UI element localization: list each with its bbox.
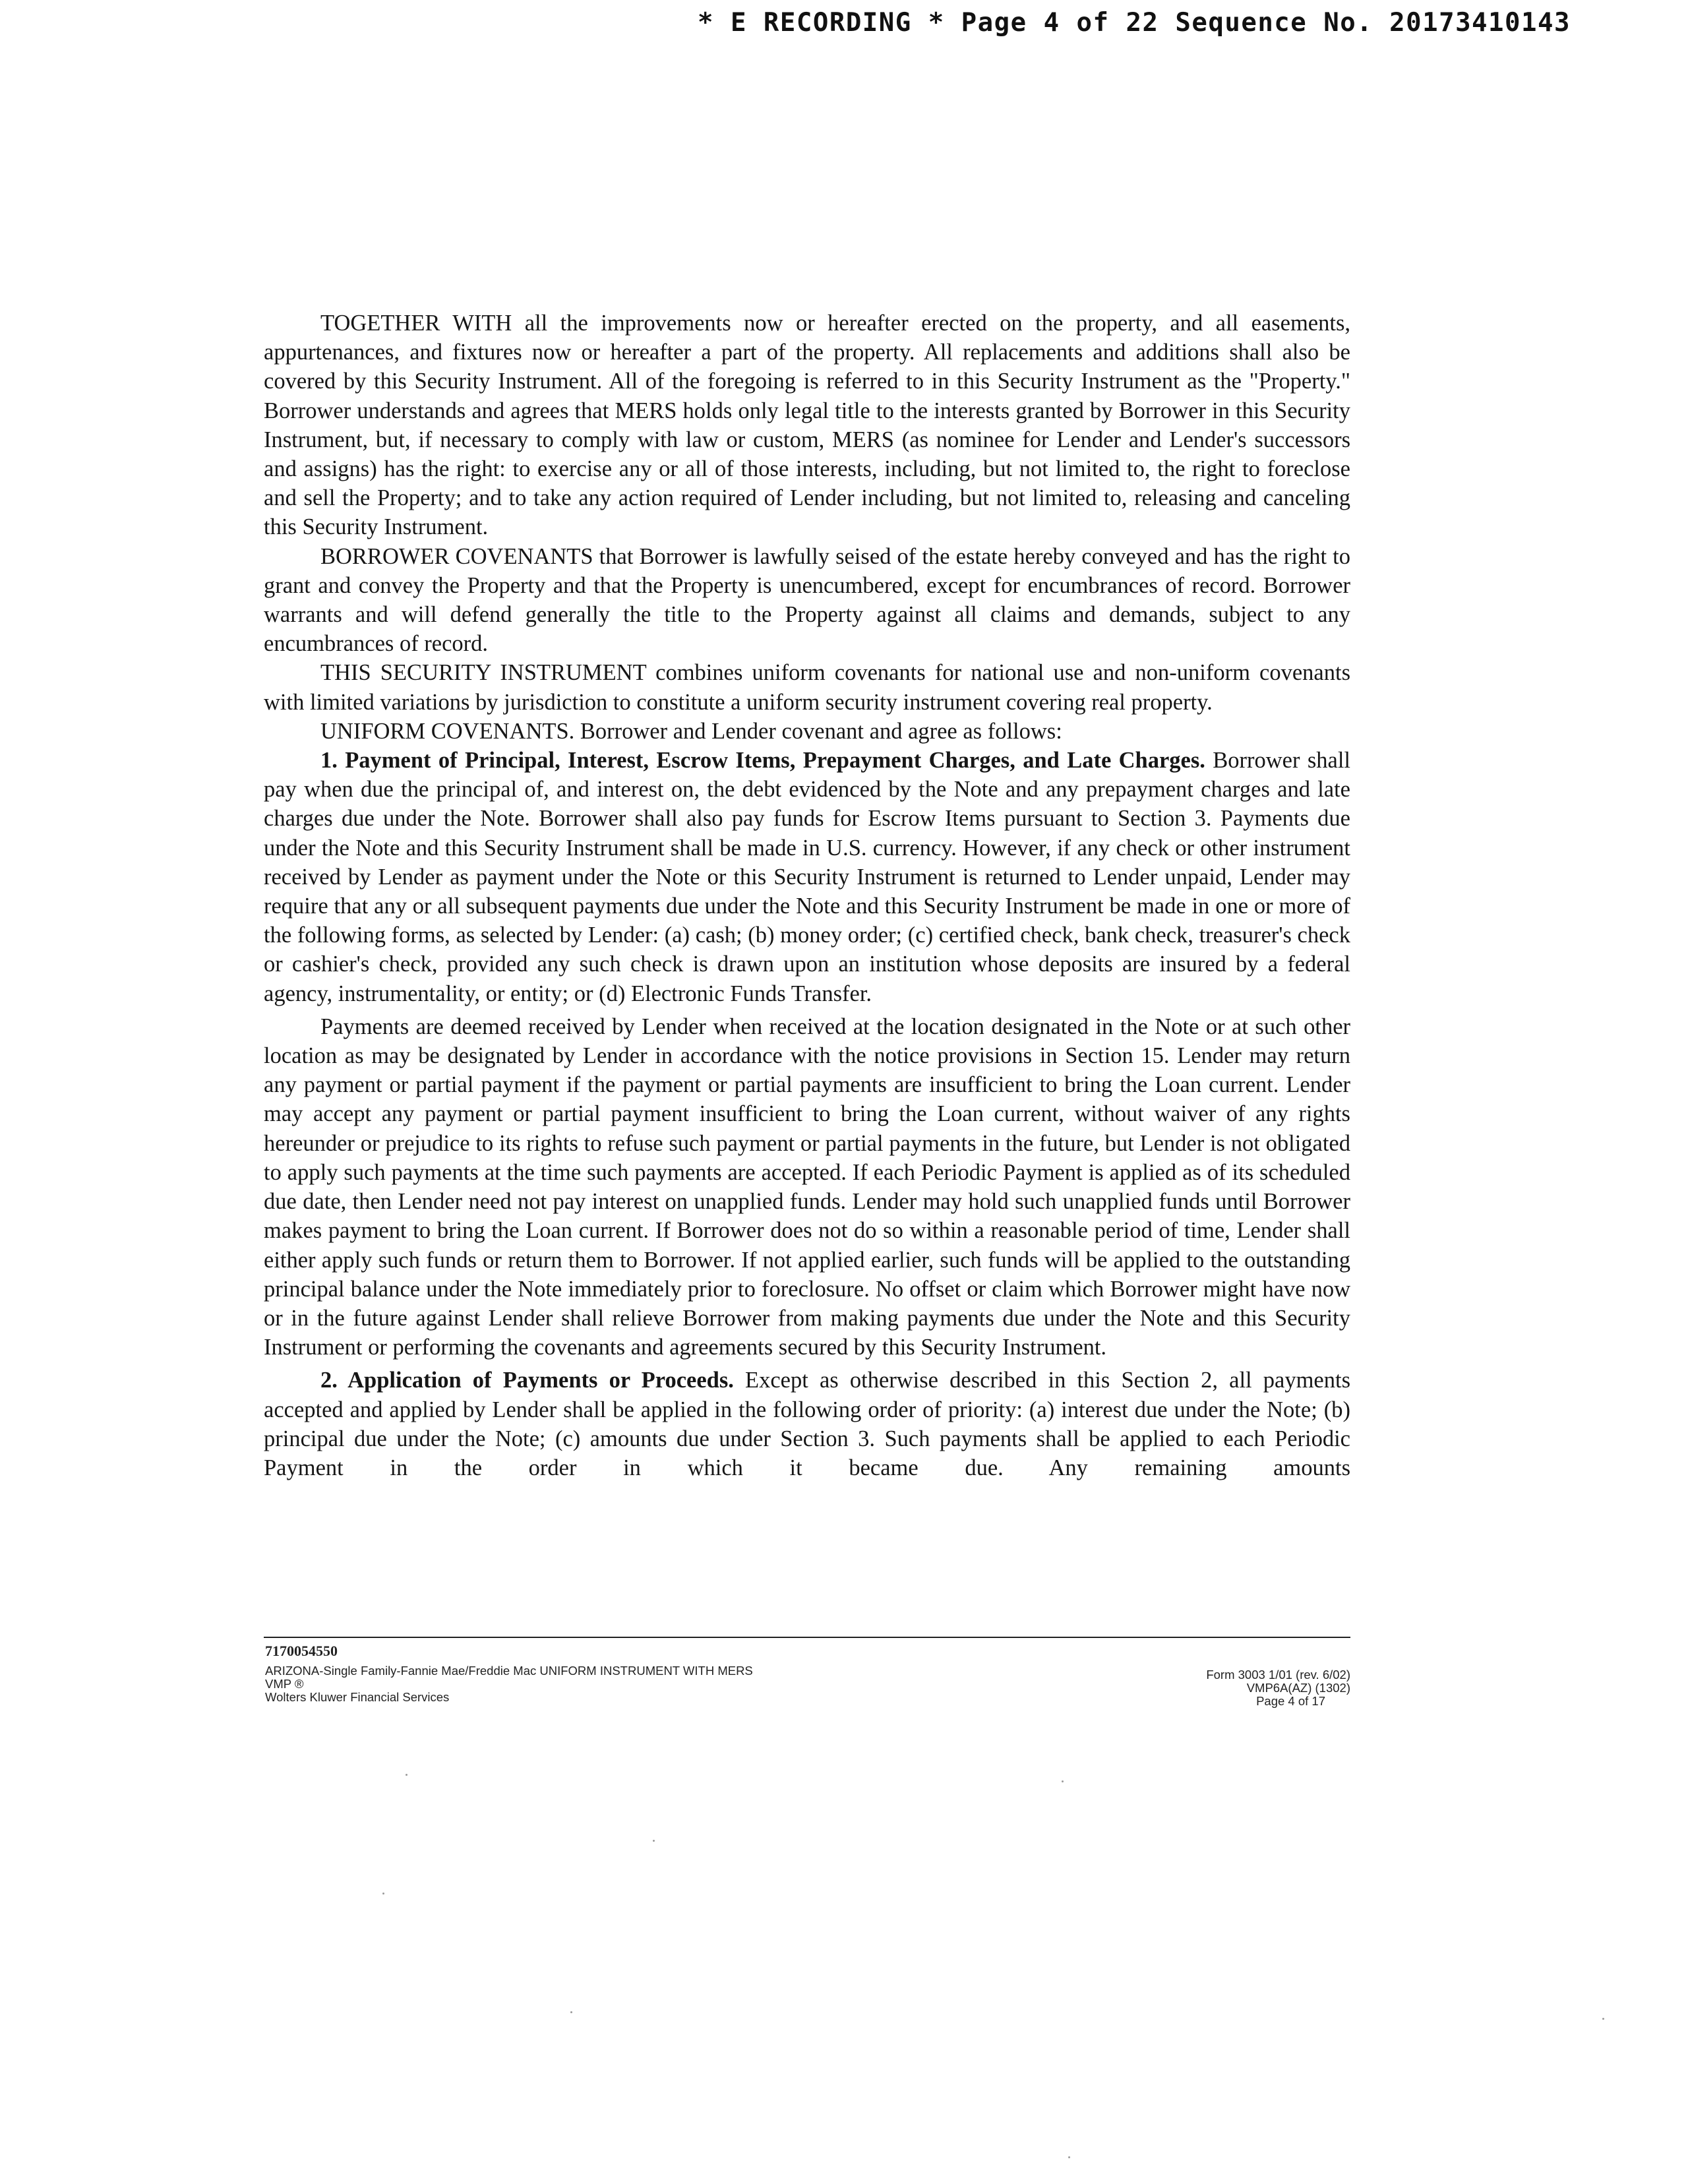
section-2-heading: 2. Application of Payments or Proceeds. <box>320 1368 734 1393</box>
publisher: Wolters Kluwer Financial Services <box>265 1690 450 1704</box>
paragraph-borrower-covenants: BORROWER COVENANTS that Borrower is lawfully seised of the estate hereby conveyed and has the right to grant and convey the Property and that the Property is unencumbered, except for encumbrances of record. Borrower warrants and will defend generally the title to the Property against all claims and demands, subject to any encumbrances of record. <box>264 543 1350 657</box>
paragraph-payments-deemed: Payments are deemed received by Lender when received at the location designated in the Note or at such other location as may be designated by Lender in accordance with the notice provisions in Section 15. Lender may return any payment or partial payment if the payment or partial payments are insufficient to bring the Loan current. Lender may accept any payment or partial payment insufficient to bring the Loan current, without waiver of any rights hereunder or prejudice to its rights to refuse such payment or partial payments in the future, but Lender is not obligated to apply such payments at the time such payments are accepted. If each Periodic Payment is applied as of its scheduled due date, then Lender need not pay interest on unapplied funds. Lender may hold such unapplied funds until Borrower makes payment to bring the Loan current. If Borrower does not do so within a reasonable period of time, Lender shall either apply such funds or return them to Borrower. If not applied earlier, such funds will be applied to the outstanding principal balance under the Note immediately prior to foreclosure. No offset or claim which Borrower might have now or in the future against Lender shall relieve Borrower from making payments due under the Note and this Security Instrument or performing the covenants and agreements secured by this Security Instrument. <box>264 1014 1350 1360</box>
form-number: Form 3003 1/01 (rev. 6/02) <box>1206 1668 1350 1682</box>
paragraph-together-with: TOGETHER WITH all the improvements now or hereafter erected on the property, and all easements, appurtenances, and fixtures now or hereafter a part of the property. All replacements and additions shall also be covered by this Security Instrument. All of the foregoing is referred to in this Security Instrument as the "Property." Borrower understands and agrees that MERS holds only legal title to the interests granted by Borrower in this Security Instrument, but, if necessary to comply with law or custom, MERS (as nominee for Lender and Lender's successors and assigns) has the right: to exercise any or all of those interests, including, but not limited to, the right to foreclose and sell the Property; and to take any action required of Lender including, but not limited to, releasing and canceling this Security Instrument. <box>264 311 1350 540</box>
form-code: VMP6A(AZ) (1302) <box>1246 1681 1350 1695</box>
section-1-text: Borrower shall pay when due the principal of, and interest on, the debt evidenced by the Note and any prepayment charges and late charges due under the Note. Borrower shall also pay funds for Escrow Items pursuant to Section 3. Payments due under the Note and this Security Instrument shall be made in U.S. currency. However, if any check or other instrument received by Lender as payment under the Note or this Security Instrument is returned to Lender unpaid, Lender may require that any or all subsequent payments due under the Note and this Security Instrument be made in one or more of the following forms, as selected by Lender: (a) cash; (b) money order; (c) certified check, bank check, treasurer's check or cashier's check, provided any such check is drawn upon an institution whose deposits are insured by a federal agency, instrumentality, or entity; or (d) Electronic Funds Transfer. <box>264 748 1351 1006</box>
vmp-mark: VMP ® <box>265 1677 304 1691</box>
section-1-heading: 1. Payment of Principal, Interest, Escrow Items, Prepayment Charges, and Late Charges. <box>320 748 1205 774</box>
footer-left <box>265 1642 924 1704</box>
footer-divider <box>264 1637 1350 1638</box>
recording-header: * E RECORDING * Page 4 of 22 Sequence No. 20173410143 <box>698 8 1571 38</box>
loan-number: 7170054550 <box>265 1643 338 1659</box>
section-1-payment <box>264 746 1350 1008</box>
paragraph-uniform-covenants: UNIFORM COVENANTS. Borrower and Lender covenant and agree as follows: <box>320 718 1062 744</box>
scan-speck <box>382 1893 384 1895</box>
scan-speck <box>1062 1780 1064 1782</box>
scan-speck <box>1068 2156 1070 2158</box>
section-2-application <box>264 1366 1350 1482</box>
form-title: ARIZONA-Single Family-Fannie Mae/Freddie Mac UNIFORM INSTRUMENT WITH MERS <box>265 1664 753 1678</box>
footer-right <box>1095 1668 1350 1708</box>
paragraph-security-instrument: THIS SECURITY INSTRUMENT combines uniform covenants for national use and non-uniform covenants with limited variations by jurisdiction to constitute a uniform security instrument covering real property. <box>264 660 1350 715</box>
section-2-text: Except as otherwise described in this Section 2, all payments accepted and applied by Lender shall be applied in the following order of priority: (a) interest due under the Note; (b) principal due under the Note; (c) amounts due under Section 3. Such payments shall be applied to each Periodic Payment in the order in which it became due. Any remaining amounts <box>264 1368 1350 1480</box>
scan-speck <box>1602 2018 1604 2020</box>
scan-speck <box>570 2011 572 2013</box>
scan-speck <box>406 1774 407 1776</box>
page-number: Page 4 of 17 <box>1256 1694 1325 1708</box>
document-body <box>264 309 1350 1482</box>
scan-speck <box>653 1840 655 1842</box>
